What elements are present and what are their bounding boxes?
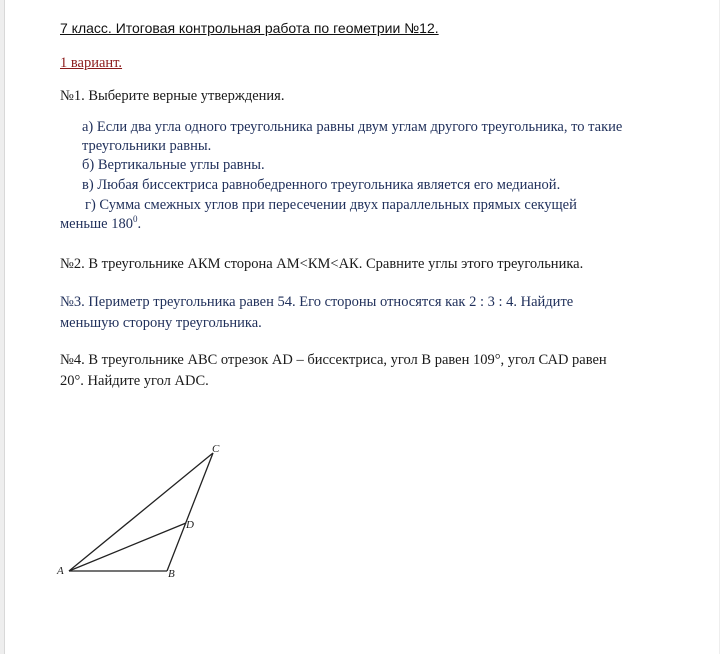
task2-text: №2. В треугольнике АКМ сторона АМ<КМ<АК. Сравните углы этого треугольника. bbox=[60, 256, 584, 272]
side-bc bbox=[167, 453, 213, 571]
task4-line2: 20°. Найдите угол АDС. bbox=[60, 373, 209, 389]
triangle-figure bbox=[53, 438, 233, 588]
task3-line1: №3. Периметр треугольника равен 54. Его стороны относятся как 2 : 3 : 4. Найдите bbox=[60, 294, 574, 310]
document-page bbox=[4, 0, 719, 654]
task3-line2: меньшую сторону треугольника. bbox=[60, 315, 262, 331]
task1-option-d-text: меньше 180 bbox=[60, 216, 133, 232]
vertex-label-c: C bbox=[212, 443, 220, 455]
vertex-label-b: B bbox=[168, 568, 175, 580]
task1-option-a-line1: а) Если два угла одного треугольника равны двум углам другого треугольника, то такие bbox=[82, 119, 623, 135]
task1-option-b: б) Вертикальные углы равны. bbox=[82, 157, 265, 173]
task1-option-d-line2 bbox=[60, 215, 141, 234]
degree-superscript: 0 bbox=[132, 214, 138, 225]
task1-option-d-line1: г) Сумма смежных углов при пересечении двух параллельных прямых секущей bbox=[85, 197, 577, 213]
vertex-label-a: A bbox=[57, 565, 64, 577]
vertex-label-d: D bbox=[186, 519, 194, 531]
task4-line1: №4. В треугольнике АВС отрезок АD – биссектриса, угол В равен 109°, угол САD равен bbox=[60, 352, 607, 368]
task1-option-c: в) Любая биссектриса равнобедренного треугольника является его медианой. bbox=[82, 177, 561, 193]
page-title: 7 класс. Итоговая контрольная работа по геометрии №12. bbox=[60, 20, 439, 36]
side-ac bbox=[69, 453, 213, 571]
task1-heading: №1. Выберите верные утверждения. bbox=[60, 88, 285, 104]
task1-option-d-end: . bbox=[137, 216, 142, 232]
task1-option-a-line2: треугольники равны. bbox=[82, 138, 212, 154]
variant-label: 1 вариант. bbox=[60, 55, 123, 71]
bisector-ad bbox=[69, 523, 186, 571]
